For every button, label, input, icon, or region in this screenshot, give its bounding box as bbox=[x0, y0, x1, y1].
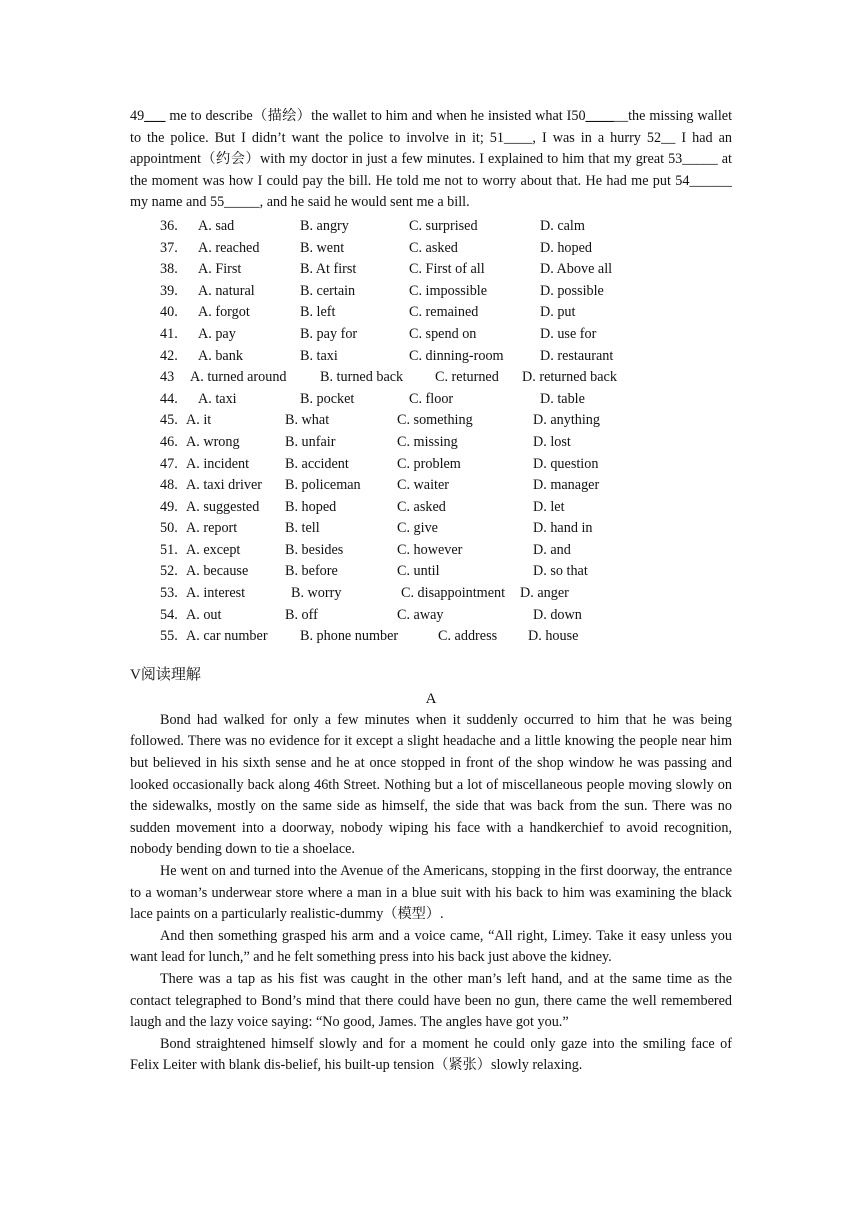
option-a: A. forgot bbox=[198, 304, 250, 321]
option-b: B. worry bbox=[291, 585, 342, 602]
option-a: A. it bbox=[186, 412, 212, 429]
option-row bbox=[130, 324, 732, 346]
option-row bbox=[130, 238, 732, 260]
option-number: 43 bbox=[160, 369, 175, 386]
option-number: 37. bbox=[160, 239, 178, 256]
option-b: B. what bbox=[285, 412, 330, 429]
option-number: 38. bbox=[160, 261, 178, 278]
option-b: B. certain bbox=[300, 282, 356, 299]
option-a: A. car number bbox=[186, 628, 268, 645]
option-b: B. At first bbox=[300, 261, 357, 278]
option-number: 53. bbox=[160, 585, 178, 602]
cloze-line-1: 49___ me to describe（描绘）the wallet to him and when he insisted what I50______the missing bbox=[130, 108, 694, 124]
option-d: D. use for bbox=[540, 325, 597, 342]
section-heading: V阅读理解 bbox=[130, 666, 201, 683]
option-c: C. spend on bbox=[409, 325, 477, 342]
option-c: C. impossible bbox=[409, 282, 488, 299]
option-row bbox=[130, 389, 732, 411]
option-row bbox=[130, 302, 732, 324]
option-row bbox=[130, 281, 732, 303]
option-number: 41. bbox=[160, 325, 178, 342]
option-b: B. besides bbox=[285, 541, 344, 558]
option-number: 47. bbox=[160, 455, 178, 472]
option-b: B. off bbox=[285, 606, 318, 623]
option-number: 44. bbox=[160, 390, 178, 407]
option-a: A. sad bbox=[198, 217, 235, 234]
option-d: D. house bbox=[528, 628, 579, 645]
option-row bbox=[130, 346, 732, 368]
option-d: D. lost bbox=[533, 433, 571, 450]
option-a: A. wrong bbox=[186, 433, 240, 450]
option-b: B. accident bbox=[285, 455, 349, 472]
option-a: A. except bbox=[186, 541, 241, 558]
option-c: C. asked bbox=[409, 239, 458, 256]
option-b: B. angry bbox=[300, 217, 349, 234]
option-number: 52. bbox=[160, 563, 178, 580]
option-number: 55. bbox=[160, 628, 178, 645]
option-row bbox=[130, 583, 732, 605]
option-c: C. something bbox=[397, 412, 473, 429]
passage-letter: A bbox=[425, 690, 437, 707]
option-c: C. missing bbox=[397, 433, 458, 450]
option-a: A. taxi driver bbox=[186, 477, 263, 494]
option-row bbox=[130, 454, 732, 476]
option-c: C. floor bbox=[409, 390, 454, 407]
option-a: A. out bbox=[186, 606, 222, 623]
option-number: 49. bbox=[160, 498, 178, 515]
option-d: D. restaurant bbox=[540, 347, 614, 364]
option-number: 46. bbox=[160, 433, 178, 450]
option-d: D. anger bbox=[520, 585, 569, 602]
option-d: D. possible bbox=[540, 282, 604, 299]
option-a: A. because bbox=[186, 563, 249, 580]
option-a: A. bank bbox=[198, 347, 243, 364]
option-number: 45. bbox=[160, 412, 178, 429]
option-number: 39. bbox=[160, 282, 178, 299]
reading-paragraph: Bond had walked for only a few minutes when it suddenly occurred to him that he was being followed. There was no evidence for it except a slight headache and a little knowing the people near him but believed in his sixth sense and he at once stopped in front of the shop window he was passing and looked occasionally back along 46th Street. Nothing but a lot of miscellaneous people moving slowly on the sidewalks, mostly on the same side as himself, the side that was back from the sun. There was no sudden movement into a doorway, nobody wiping his face with a handkerchief to avoid recognition, nobody bending down to tie a shoelace. bbox=[130, 711, 732, 858]
cloze-line-5: me put 54______ my name and 55_____, and he said he would sent me a bill. bbox=[130, 172, 732, 211]
reading-paragraph: There was a tap as his fist was caught in the other man’s left hand, and at the same time as the contact telegraphed to Bond’s mind that there could have been no gun, there came the well remembered laugh and the lazy voice saying: “No good, James. The angles have got you.” bbox=[130, 970, 732, 1031]
cloze-passage-tail bbox=[130, 106, 732, 214]
option-b: B. pocket bbox=[300, 390, 355, 407]
option-a: A. First bbox=[198, 261, 242, 278]
option-a: A. natural bbox=[198, 282, 255, 299]
option-d: D. and bbox=[533, 541, 571, 558]
option-c: C. away bbox=[397, 606, 444, 623]
option-row bbox=[130, 518, 732, 540]
option-a: A. turned around bbox=[190, 369, 287, 386]
option-number: 54. bbox=[160, 606, 178, 623]
option-a: A. incident bbox=[186, 455, 250, 472]
option-number: 42. bbox=[160, 347, 178, 364]
option-number: 48. bbox=[160, 477, 178, 494]
option-c: C. problem bbox=[397, 455, 461, 472]
option-d: D. put bbox=[540, 304, 576, 321]
option-row bbox=[130, 432, 732, 454]
option-b: B. went bbox=[300, 239, 345, 256]
option-c: C. returned bbox=[435, 369, 499, 386]
option-d: D. hand in bbox=[533, 520, 593, 537]
option-b: B. turned back bbox=[320, 369, 404, 386]
option-d: D. manager bbox=[533, 477, 600, 494]
cloze-line-3: had an appointment（约会）with my doctor in just a few minutes. I explained to him that my great bbox=[130, 129, 732, 168]
option-b: B. hoped bbox=[285, 498, 337, 515]
option-d: D. hoped bbox=[540, 239, 593, 256]
reading-paragraph: Bond straightened himself slowly and for a moment he could only gaze into the smiling face of Felix Leiter with blank dis-belief, his built-up tension（紧张）slowly relaxing. bbox=[130, 1035, 732, 1074]
option-row bbox=[130, 367, 732, 389]
option-d: D. Above all bbox=[540, 261, 613, 278]
option-d: D. returned back bbox=[522, 369, 617, 386]
option-c: C. until bbox=[397, 563, 440, 580]
option-c: C. address bbox=[438, 628, 498, 645]
option-row bbox=[130, 475, 732, 497]
option-d: D. calm bbox=[540, 217, 585, 234]
option-b: B. before bbox=[285, 563, 338, 580]
option-d: D. down bbox=[533, 606, 582, 623]
option-row bbox=[130, 540, 732, 562]
option-d: D. let bbox=[533, 498, 565, 515]
option-row bbox=[130, 410, 732, 432]
option-a: A. report bbox=[186, 520, 238, 537]
document-page bbox=[130, 106, 732, 1077]
reading-paragraph: And then something grasped his arm and a voice came, “All right, Limey. Take it easy unless you want lead for lunch,” and he felt something press into his back just above the kidney. bbox=[130, 927, 732, 966]
option-row bbox=[130, 216, 732, 238]
option-c: C. dinning-room bbox=[409, 347, 504, 364]
option-b: B. left bbox=[300, 304, 336, 321]
option-c: C. however bbox=[397, 541, 463, 558]
option-a: A. taxi bbox=[198, 390, 237, 407]
options-list bbox=[130, 216, 732, 648]
option-a: A. interest bbox=[186, 585, 246, 602]
option-a: A. reached bbox=[198, 239, 260, 256]
option-c: C. disappointment bbox=[401, 585, 506, 602]
cloze-line-2: wallet to the police. But I didn’t want the police to involve in it; 51____, I was in a hurry 52__ I bbox=[130, 108, 733, 146]
option-b: B. unfair bbox=[285, 433, 336, 450]
option-number: 50. bbox=[160, 520, 178, 537]
option-b: B. tell bbox=[285, 520, 320, 537]
option-a: A. suggested bbox=[186, 498, 260, 515]
reading-paragraph: He went on and turned into the Avenue of the Americans, stopping in the first doorway, the entrance to a woman’s underwear store where a man in a blue suit with his back to him was examining the black lace paints on a particularly realistic-dummy（模型）. bbox=[130, 863, 732, 923]
option-c: C. surprised bbox=[409, 217, 478, 234]
option-d: D. anything bbox=[533, 412, 600, 429]
option-b: B. pay for bbox=[300, 325, 358, 342]
option-c: C. asked bbox=[397, 498, 446, 515]
option-number: 51. bbox=[160, 541, 178, 558]
cloze-line-4: 53_____ at the moment was how I could pay the bill. He told me not to worry about that. He had bbox=[130, 151, 732, 189]
option-d: D. table bbox=[540, 390, 585, 407]
option-c: C. First of all bbox=[409, 261, 485, 278]
option-d: D. so that bbox=[533, 563, 588, 580]
option-row bbox=[130, 626, 732, 648]
option-number: 36. bbox=[160, 217, 178, 234]
option-b: B. phone number bbox=[300, 628, 399, 645]
option-c: C. remained bbox=[409, 304, 479, 321]
option-row bbox=[130, 561, 732, 583]
option-b: B. taxi bbox=[300, 347, 338, 364]
option-number: 40. bbox=[160, 304, 178, 321]
option-c: C. give bbox=[397, 520, 438, 537]
option-row bbox=[130, 605, 732, 627]
option-row bbox=[130, 259, 732, 281]
option-b: B. policeman bbox=[285, 477, 361, 494]
option-a: A. pay bbox=[198, 325, 236, 342]
option-d: D. question bbox=[533, 455, 599, 472]
option-c: C. waiter bbox=[397, 477, 450, 494]
option-row bbox=[130, 497, 732, 519]
